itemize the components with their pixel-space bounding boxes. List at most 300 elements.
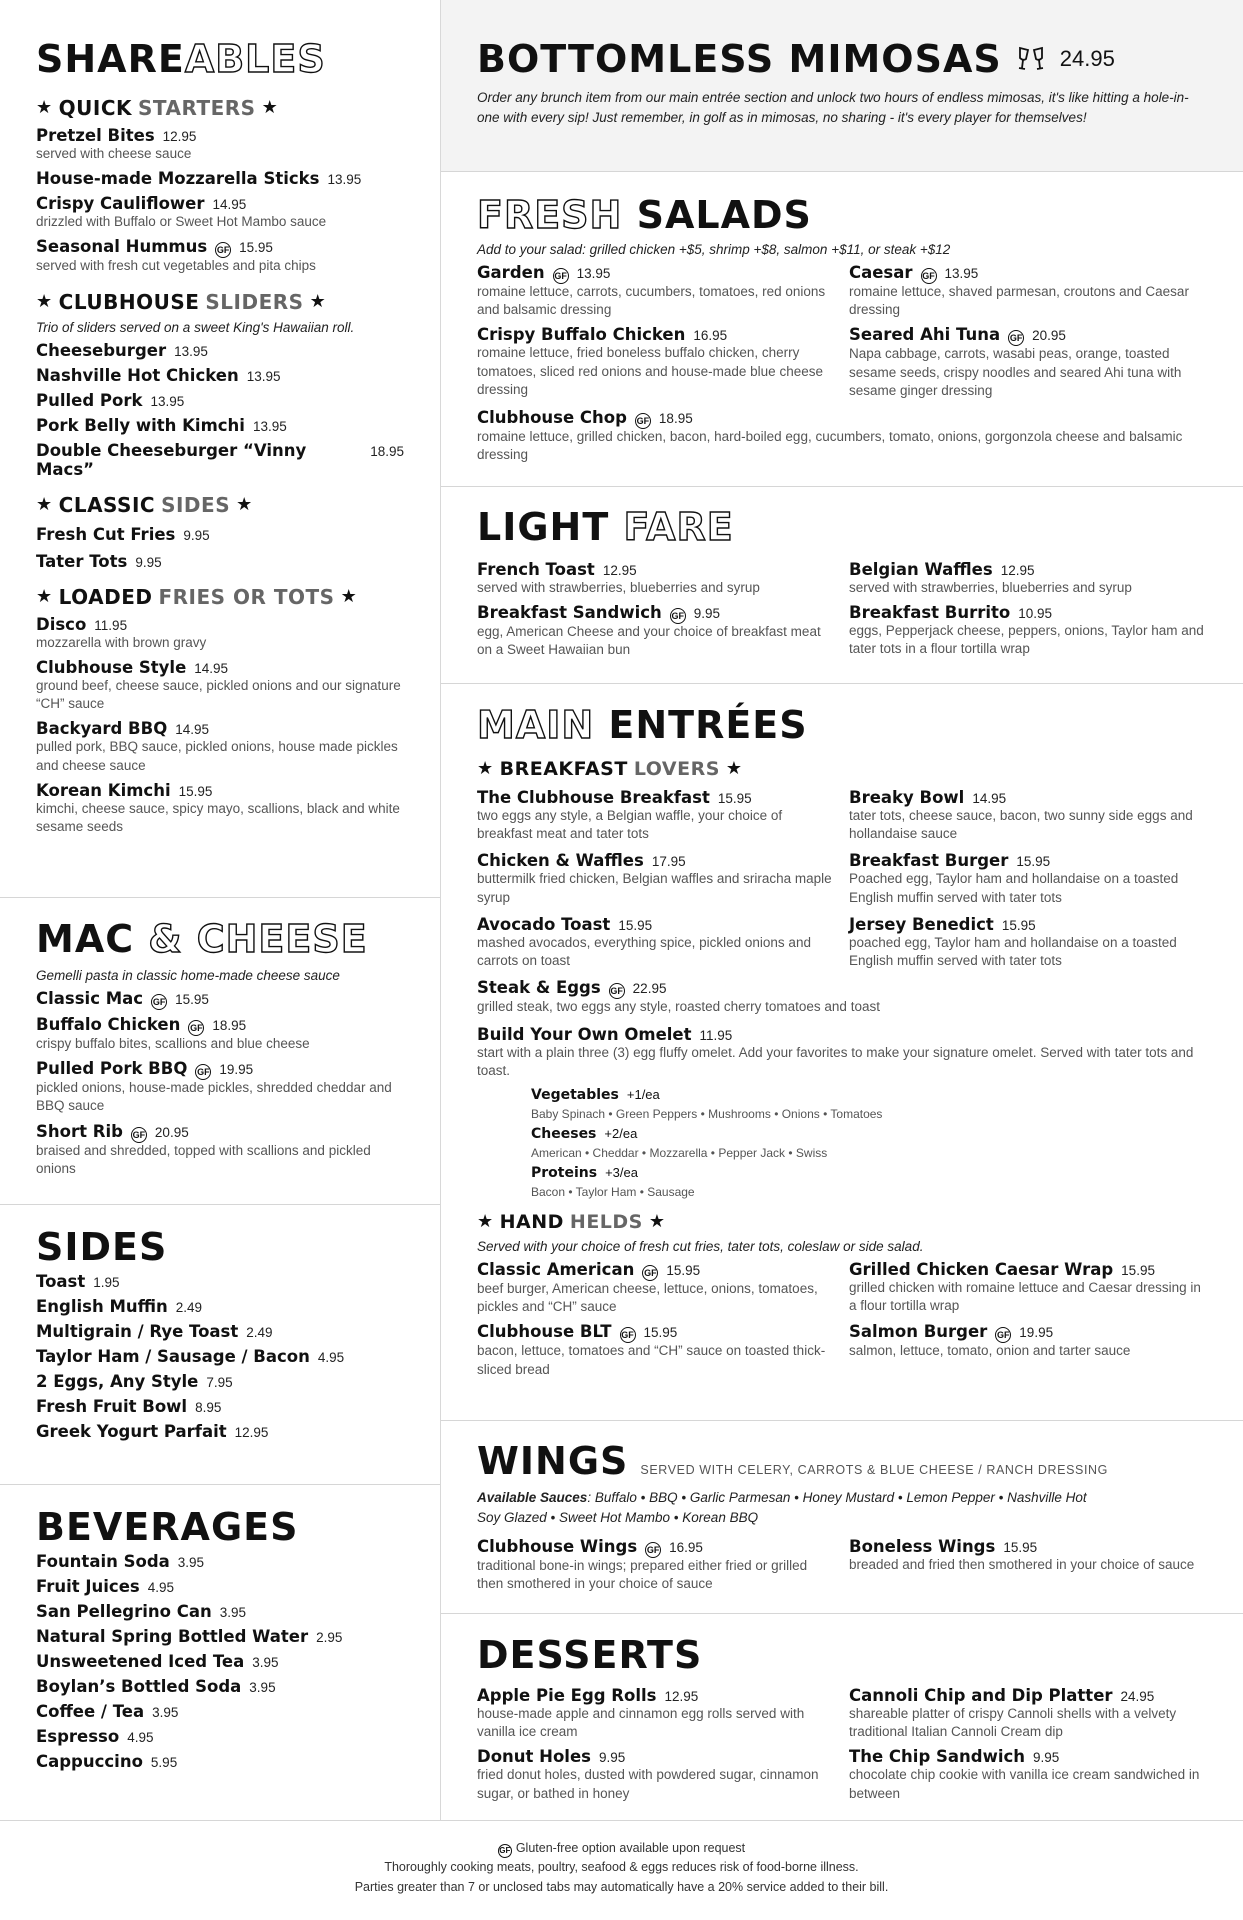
footer — [0, 1820, 1243, 1920]
item-description: kimchi, cheese sauce, spicy mayo, scallions, black and white sesame seeds — [36, 800, 400, 834]
gluten-free-icon: GF — [620, 1327, 636, 1343]
item-description: bacon, lettuce, tomatoes and “CH” sauce on toasted thick-sliced bread — [477, 1343, 826, 1377]
item-price: 1.95 — [93, 1275, 120, 1290]
item-line — [36, 1372, 404, 1391]
menu-item — [36, 1627, 404, 1646]
item-name: Buffalo Chicken — [36, 1015, 181, 1034]
menu-item — [36, 194, 404, 231]
item-line — [36, 989, 404, 1009]
footer-service-charge: Parties greater than 7 or unclosed tabs may automatically have a 20% service added to their bill. — [354, 1879, 889, 1894]
item-price: 15.95 — [1003, 1539, 1038, 1555]
item-price: 15.95 — [717, 791, 752, 806]
option-name: Cheeses — [531, 1125, 597, 1142]
item-price: 15.95 — [1121, 1262, 1155, 1278]
item-line — [849, 560, 1207, 579]
item-name: Breakfast Sandwich — [477, 603, 662, 623]
item-price: 12.95 — [664, 1689, 699, 1704]
option-price: +3/ea — [605, 1164, 638, 1180]
gluten-free-icon: GF — [215, 242, 231, 258]
item-price: 16.95 — [693, 328, 728, 344]
sliders-list — [36, 341, 404, 479]
loaded-heading: ★ LOADED FRIES OR TOTS ★ — [36, 584, 358, 609]
menu-item — [477, 560, 849, 597]
item-name: Garden — [477, 263, 545, 282]
item-name: Breakfast Burrito — [849, 603, 1011, 623]
salads-title: FRESH SALADS — [477, 193, 812, 237]
item-name: Fresh Cut Fries — [36, 524, 176, 544]
light-fare-title: LIGHT FARE — [477, 505, 734, 549]
mimosas-price: 24.95 — [1059, 46, 1115, 71]
star-icon: ★ — [340, 585, 358, 607]
item-line — [36, 1272, 404, 1291]
item-name: Pretzel Bites — [36, 126, 155, 145]
item-description: served with strawberries, blueberries and syrup — [849, 580, 1132, 595]
item-line — [36, 781, 404, 800]
option-list: Bacon • Taylor Ham • Sausage — [531, 1184, 695, 1199]
item-name: Cannoli Chip and Dip Platter — [849, 1686, 1113, 1705]
item-description: start with a plain three (3) egg fluffy omelet. Add your favorites to make your signature omelet. Served with tater tots and toast. — [477, 1044, 1194, 1078]
item-price: 24.95 — [1120, 1689, 1155, 1704]
menu-item — [36, 552, 404, 571]
menu-item — [849, 560, 1221, 597]
divider — [0, 1204, 440, 1205]
wings-sauces: Available Sauces: Buffalo • BBQ • Garlic Parmesan • Honey Mustard • Lemon Pepper • Nashville Hot Soy Glazed • Sweet Hot Mambo • Korean BBQ — [477, 1490, 1087, 1526]
menu-item — [849, 788, 1221, 843]
menu-item — [477, 851, 849, 906]
omelet-option — [531, 1125, 1207, 1143]
item-line — [849, 603, 1207, 622]
item-price: 9.95 — [598, 1750, 626, 1766]
star-icon: ★ — [36, 97, 53, 118]
item-price: 20.95 — [154, 1124, 189, 1140]
item-price: 15.95 — [175, 992, 209, 1007]
item-name: 2 Eggs, Any Style — [36, 1372, 199, 1391]
menu-item — [36, 1577, 404, 1596]
item-price: 15.95 — [239, 240, 273, 256]
item-price: 13.95 — [576, 266, 611, 281]
item-description: mashed avocados, everything spice, pickled onions and carrots on toast — [477, 934, 811, 969]
salads-wide-item — [477, 408, 1207, 464]
item-description: romaine lettuce, carrots, cucumbers, tomatoes, red onions and balsamic dressing — [477, 284, 826, 318]
item-price: 3.95 — [219, 1605, 246, 1620]
star-icon: ★ — [309, 290, 327, 312]
item-name: Clubhouse BLT — [477, 1322, 612, 1342]
item-name: Crispy Buffalo Chicken — [477, 325, 686, 345]
mimosas-description: Order any brunch item from our main entrée section and unlock two hours of endless mimosas, it's like hitting a hole-in-one with every sip! Just remember, in golf as in mimosas, no sharing - it's every player for themselves! — [477, 90, 1189, 126]
gluten-free-icon: GF — [645, 1542, 661, 1558]
item-price: 10.95 — [1018, 606, 1053, 622]
item-name: Taylor Ham / Sausage / Bacon — [36, 1347, 310, 1366]
item-price: 14.95 — [972, 791, 1007, 806]
divider — [441, 486, 1243, 487]
item-line — [36, 1552, 404, 1571]
item-price: 3.95 — [177, 1555, 205, 1570]
sides-title: SIDES — [36, 1225, 168, 1269]
item-name: Tater Tots — [36, 551, 128, 571]
item-line — [36, 441, 404, 479]
salads-list — [477, 257, 1207, 400]
item-line — [36, 719, 404, 738]
menu-item — [36, 169, 404, 188]
menu-item — [477, 1747, 849, 1802]
quick-starters-heading: ★ QUICK STARTERS ★ — [36, 96, 279, 120]
item-line — [36, 1122, 404, 1142]
menu-item — [36, 1652, 404, 1671]
item-line — [477, 603, 835, 623]
menu-item — [36, 989, 404, 1009]
item-price: 9.95 — [693, 606, 721, 622]
item-description: eggs, Pepperjack cheese, peppers, onions, Taylor ham and tater tots in a flour tortilla wrap — [849, 623, 1204, 657]
beverages-list — [36, 1552, 404, 1771]
sliders-note: Trio of sliders served on a sweet King's Hawaiian roll. — [36, 319, 355, 335]
menu-item — [36, 1422, 404, 1441]
gluten-free-icon: GF — [635, 413, 651, 429]
divider — [0, 897, 440, 898]
beverages-section — [0, 1505, 440, 1771]
item-name: Steak & Eggs — [477, 978, 601, 998]
item-name: Crispy Cauliflower — [36, 194, 205, 214]
item-line — [36, 416, 404, 435]
salads-section — [441, 193, 1243, 465]
item-price: 8.95 — [195, 1400, 222, 1415]
menu-item — [477, 1025, 1207, 1199]
item-name: Classic Mac — [36, 989, 144, 1008]
item-price: 2.95 — [316, 1630, 343, 1645]
item-name: House-made Mozzarella Sticks — [36, 169, 320, 189]
item-name: Chicken & Waffles — [477, 851, 644, 871]
item-description: mozzarella with brown gravy — [36, 634, 207, 650]
item-line — [36, 1602, 404, 1621]
item-line — [849, 1686, 1207, 1705]
menu-item — [36, 1727, 404, 1746]
item-line — [36, 391, 404, 410]
item-name: San Pellegrino Can — [36, 1602, 212, 1621]
breakfast-lovers-heading: ★ BREAKFAST LOVERS ★ — [477, 758, 743, 780]
item-price: 14.95 — [175, 722, 210, 738]
item-name: Natural Spring Bottled Water — [36, 1627, 309, 1646]
menu-item — [36, 525, 404, 544]
item-name: Pulled Pork BBQ — [36, 1059, 188, 1079]
entrees-title: MAIN ENTRÉES — [477, 703, 808, 747]
gluten-free-icon: GF — [642, 1265, 658, 1281]
menu-item — [477, 1537, 849, 1593]
breakfast-list — [477, 780, 1207, 970]
item-name: Seasonal Hummus — [36, 237, 208, 257]
menu-item — [477, 915, 849, 970]
item-name: Pulled Pork — [36, 390, 143, 410]
divider — [441, 683, 1243, 684]
item-name: Clubhouse Wings — [477, 1536, 638, 1556]
item-description: romaine lettuce, grilled chicken, bacon, hard-boiled egg, cucumbers, tomato, onions, gorgonzola cheese and balsamic dressing — [477, 429, 1183, 463]
item-name: English Muffin — [36, 1297, 168, 1316]
menu-item — [36, 1122, 404, 1178]
item-price: 4.95 — [147, 1580, 175, 1595]
menu-item — [36, 1347, 404, 1366]
footer-food-safety: Thoroughly cooking meats, poultry, seafood & eggs reduces risk of food-borne illness. — [384, 1860, 859, 1875]
item-description: romaine lettuce, shaved parmesan, croutons and Caesar dressing — [849, 284, 1189, 318]
item-line — [36, 1727, 404, 1746]
item-price: 15.95 — [666, 1262, 701, 1278]
item-line — [477, 560, 835, 579]
menu-item — [477, 1686, 849, 1741]
item-line — [477, 915, 835, 934]
item-price: 22.95 — [632, 981, 667, 997]
gluten-free-icon: GF — [498, 1844, 512, 1858]
item-line — [849, 915, 1207, 934]
item-line — [36, 1347, 404, 1366]
item-price: 19.95 — [219, 1062, 254, 1078]
star-icon: ★ — [477, 758, 494, 779]
item-description: pulled pork, BBQ sauce, pickled onions, house made pickles and cheese sauce — [36, 739, 398, 773]
menu-item — [36, 1702, 404, 1721]
item-price: 7.95 — [206, 1375, 233, 1390]
champagne-glasses-icon — [1016, 46, 1046, 72]
gluten-free-icon: GF — [670, 608, 686, 624]
item-name: Short Rib — [36, 1121, 123, 1141]
gluten-free-icon: GF — [1008, 330, 1024, 346]
sliders-heading: ★ CLUBHOUSE SLIDERS ★ — [36, 289, 327, 314]
shareables-title: SHAREABLES — [36, 37, 326, 81]
item-description: breaded and fried then smothered in your choice of sauce — [849, 1556, 1195, 1572]
menu-item — [36, 1602, 404, 1621]
menu-item — [849, 1686, 1221, 1741]
item-price: 2.49 — [246, 1325, 273, 1340]
menu-item — [36, 1677, 404, 1696]
desserts-title: DESSERTS — [477, 1633, 703, 1677]
item-description: braised and shredded, topped with scallions and pickled onions — [36, 1142, 371, 1176]
item-price: 3.95 — [252, 1655, 279, 1670]
item-price: 12.95 — [234, 1425, 269, 1440]
item-price: 9.95 — [183, 527, 210, 543]
desserts-section — [441, 1633, 1243, 1803]
item-name: Apple Pie Egg Rolls — [477, 1686, 657, 1705]
item-line — [36, 1652, 404, 1671]
menu-item — [477, 788, 849, 843]
item-price: 11.95 — [699, 1027, 733, 1043]
item-line — [477, 1322, 835, 1342]
menu-item — [36, 366, 404, 385]
item-description: Napa cabbage, carrots, wasabi peas, orange, toasted sesame seeds, crispy noodles and seared Ahi tuna with sesame ginger dressing — [849, 346, 1182, 398]
mimosas-section — [441, 0, 1243, 172]
item-line — [477, 408, 1207, 428]
steak-item — [477, 978, 1207, 1016]
menu-item — [849, 263, 1221, 319]
menu-item — [36, 1752, 404, 1771]
item-price: 20.95 — [1032, 328, 1066, 344]
item-line — [36, 658, 404, 677]
item-description: egg, American Cheese and your choice of breakfast meat on a Sweet Hawaiian bun — [477, 624, 821, 658]
omelet-item — [477, 1025, 1207, 1199]
item-price: 9.95 — [1033, 1750, 1060, 1766]
item-price: 15.95 — [643, 1325, 678, 1341]
option-list: Baby Spinach • Green Peppers • Mushrooms • Onions • Tomatoes — [531, 1106, 883, 1121]
menu-item — [36, 1552, 404, 1571]
mac-note: Gemelli pasta in classic home-made cheese sauce — [36, 968, 340, 983]
item-price: 5.95 — [150, 1755, 178, 1770]
menu-item — [849, 1747, 1221, 1802]
item-line — [477, 978, 1207, 998]
item-price: 19.95 — [1019, 1325, 1054, 1341]
star-icon: ★ — [36, 290, 53, 312]
light-fare-section — [441, 505, 1243, 660]
option-price: +2/ea — [604, 1125, 638, 1141]
star-icon: ★ — [725, 758, 743, 779]
wings-subtitle: SERVED WITH CELERY, CARROTS & BLUE CHEESE / RANCH DRESSING — [640, 1463, 1108, 1477]
item-line — [36, 1752, 404, 1771]
wings-title: WINGS — [477, 1439, 629, 1483]
item-line — [36, 1702, 404, 1721]
item-description: traditional bone-in wings; prepared either fried or grilled then smothered in your choice of sauce — [477, 1557, 808, 1591]
classic-sides-heading: ★ CLASSIC SIDES ★ — [36, 492, 253, 517]
item-price: 16.95 — [669, 1539, 703, 1555]
omelet-option — [531, 1164, 1207, 1182]
item-line — [36, 1297, 404, 1316]
divider — [441, 1613, 1243, 1614]
item-price: 3.95 — [152, 1705, 179, 1720]
item-line — [849, 325, 1207, 345]
salads-note: Add to your salad: grilled chicken +$5, shrimp +$8, salmon +$11, or steak +$12 — [477, 242, 951, 257]
menu-item — [36, 781, 404, 836]
item-line — [36, 525, 404, 544]
footer-gf-note: GF Gluten-free option available upon request — [0, 1839, 1243, 1858]
item-line — [477, 1537, 835, 1557]
classic-sides-list — [36, 525, 404, 571]
item-name: Boylan’s Bottled Soda — [36, 1677, 242, 1696]
item-name: Fruit Juices — [36, 1577, 140, 1596]
item-price: 4.95 — [317, 1350, 345, 1365]
item-line — [36, 1059, 404, 1079]
option-name: Proteins — [531, 1164, 598, 1181]
item-price: 13.95 — [944, 266, 979, 281]
menu-item — [36, 1322, 404, 1341]
item-line — [36, 169, 404, 188]
menu-item — [849, 1260, 1221, 1316]
item-line — [849, 1260, 1207, 1279]
gluten-free-icon: GF — [553, 268, 569, 284]
menu-item — [849, 603, 1221, 659]
item-price: 13.95 — [174, 343, 208, 359]
item-name: Donut Holes — [477, 1747, 591, 1767]
item-description: crispy buffalo bites, scallions and blue cheese — [36, 1036, 310, 1051]
handhelds-note: Served with your choice of fresh cut fries, tater tots, coleslaw or side salad. — [477, 1238, 924, 1254]
menu-item — [849, 915, 1221, 970]
star-icon: ★ — [36, 585, 53, 607]
item-description: served with strawberries, blueberries and syrup — [477, 580, 760, 595]
item-line — [477, 1686, 835, 1705]
item-name: Caesar — [849, 263, 913, 282]
menu-item — [477, 1322, 849, 1378]
item-line — [849, 851, 1207, 870]
item-name: Clubhouse Style — [36, 657, 187, 677]
item-name: Avocado Toast — [477, 914, 611, 934]
item-name: Build Your Own Omelet — [477, 1024, 692, 1044]
item-name: Classic American — [477, 1259, 635, 1279]
item-line — [36, 126, 404, 145]
item-name: Cheeseburger — [36, 340, 167, 360]
item-description: pickled onions, house-made pickles, shredded cheddar and BBQ sauce — [36, 1080, 392, 1114]
mimosas-title: BOTTOMLESS MIMOSAS — [477, 37, 1002, 81]
item-line — [477, 1747, 835, 1766]
item-line — [477, 1260, 835, 1280]
item-price: 13.95 — [246, 368, 281, 384]
menu-item — [36, 615, 404, 652]
gluten-free-icon: GF — [609, 983, 625, 999]
item-description: salmon, lettuce, tomato, onion and tarter sauce — [849, 1343, 1131, 1359]
menu-item — [36, 391, 404, 410]
item-price: 14.95 — [194, 660, 229, 676]
item-description: shareable platter of crispy Cannoli shells with a velvety traditional Italian Cannoli Cream dip — [849, 1706, 1177, 1740]
item-line — [477, 851, 835, 870]
quick-starters-list — [36, 126, 404, 276]
item-name: The Chip Sandwich — [849, 1747, 1026, 1767]
item-line — [849, 1747, 1207, 1766]
sides-section — [0, 1225, 440, 1441]
item-price: 9.95 — [135, 554, 162, 570]
item-name: Breakfast Burger — [849, 851, 1009, 871]
menu-item — [477, 978, 1207, 1016]
item-name: Pork Belly with Kimchi — [36, 415, 245, 435]
omelet-option — [531, 1086, 1207, 1104]
item-name: Grilled Chicken Caesar Wrap — [849, 1259, 1114, 1279]
menu-item — [36, 658, 404, 713]
menu-item — [849, 851, 1221, 906]
star-icon: ★ — [648, 1210, 666, 1232]
item-name: Nashville Hot Chicken — [36, 365, 239, 385]
item-description: drizzled with Buffalo or Sweet Hot Mambo sauce — [36, 214, 327, 230]
item-line — [849, 1322, 1207, 1342]
wings-section — [441, 1439, 1243, 1593]
item-line — [36, 1677, 404, 1696]
item-description: poached egg, Taylor ham and hollandaise on a toasted English muffin served with tater tots — [849, 934, 1177, 969]
item-line — [36, 237, 404, 257]
gluten-free-icon: GF — [921, 268, 937, 284]
item-price: 17.95 — [651, 854, 686, 870]
item-description: chocolate chip cookie with vanilla ice cream sandwiched in between — [849, 1767, 1200, 1801]
item-price: 3.95 — [249, 1680, 276, 1695]
item-name: The Clubhouse Breakfast — [477, 788, 710, 807]
omelet-options — [477, 1086, 1207, 1199]
item-price: 18.95 — [658, 411, 693, 427]
menu-item — [36, 1015, 404, 1053]
item-name: Toast — [36, 1272, 86, 1291]
item-name: Fresh Fruit Bowl — [36, 1397, 188, 1416]
item-name: Backyard BBQ — [36, 719, 168, 739]
item-description: Poached egg, Taylor ham and hollandaise on a toasted English muffin served with tater tots — [849, 871, 1179, 905]
item-name: Breaky Bowl — [849, 788, 965, 807]
item-description: buttermilk fried chicken, Belgian waffles and sriracha maple syrup — [477, 871, 832, 905]
item-description: fried donut holes, dusted with powdered sugar, cinnamon sugar, or bathed in honey — [477, 1767, 819, 1801]
item-price: 2.49 — [175, 1300, 203, 1315]
item-description: ground beef, cheese sauce, pickled onions and our signature “CH” sauce — [36, 677, 401, 712]
star-icon: ★ — [477, 1210, 494, 1232]
shareables-section — [0, 37, 440, 836]
menu-item — [477, 1260, 849, 1316]
option-list: American • Cheddar • Mozzarella • Pepper Jack • Swiss — [531, 1145, 828, 1160]
item-line — [849, 263, 1207, 283]
item-name: Unsweetened Iced Tea — [36, 1652, 245, 1671]
option-name: Vegetables — [531, 1086, 619, 1103]
item-name: Espresso — [36, 1727, 120, 1746]
item-name: Cappuccino — [36, 1752, 143, 1771]
item-line — [849, 788, 1207, 807]
item-line — [36, 1322, 404, 1341]
menu-item — [36, 441, 404, 479]
handhelds-list — [477, 1254, 1207, 1379]
item-line — [36, 366, 404, 385]
item-price: 15.95 — [1001, 917, 1036, 933]
gluten-free-icon: GF — [131, 1127, 147, 1143]
mac-list — [36, 989, 404, 1178]
